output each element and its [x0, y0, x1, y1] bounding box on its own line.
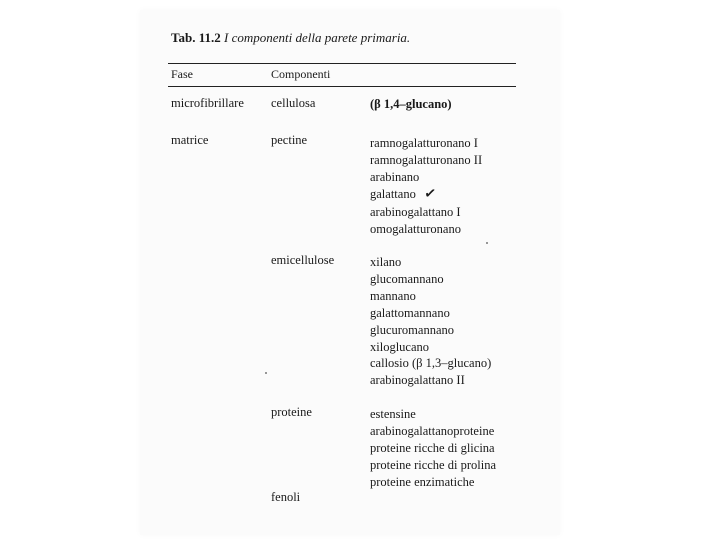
list-item-text: galattano [370, 186, 416, 201]
phase-microfibrillare: microfibrillare [171, 96, 244, 110]
table-number: Tab. 11.2 [171, 30, 221, 45]
table-caption [171, 30, 410, 46]
list-item: ramnogalatturonano II [370, 152, 483, 167]
list-item: proteine ricche di glicina [370, 440, 495, 455]
list-item: (β 1,4–glucano) [370, 97, 452, 111]
list-item: ramnogalatturonano I [370, 136, 478, 150]
component-pectine: pectine [271, 133, 308, 147]
list-item: galattomannano [370, 305, 450, 320]
list-item: xilano [370, 255, 402, 269]
table-title: I componenti della parete primaria. [224, 30, 411, 45]
component-proteine: proteine [271, 405, 312, 419]
header-fase: Fase [171, 67, 193, 81]
phase-matrice: matrice [171, 133, 209, 147]
list-item: glucomannano [370, 271, 444, 286]
checkmark-icon: ✓ [422, 185, 437, 203]
component-cellulosa: cellulosa [271, 96, 316, 110]
list-item: callosio (β 1,3–glucano) [370, 356, 492, 371]
list-pectine [370, 135, 482, 237]
list-item: proteine enzimatiche [370, 474, 475, 489]
scan-speck [486, 242, 488, 244]
list-item: arabinogalattano I [370, 204, 461, 219]
table-header-rule [168, 86, 516, 87]
scan-speck [265, 372, 267, 374]
list-item: arabinano [370, 169, 420, 184]
list-item: mannano [370, 288, 416, 303]
list-item: glucuromannano [370, 322, 455, 337]
list-item: arabinogalattanoproteine [370, 423, 495, 438]
list-proteine [370, 406, 496, 491]
component-emicellulose: emicellulose [271, 253, 335, 267]
header-componenti: Componenti [271, 67, 331, 81]
list-item: proteine ricche di prolina [370, 457, 496, 472]
list-item-galattano [370, 186, 482, 204]
scanned-page [140, 10, 560, 535]
list-item: arabinogalattano II [370, 373, 465, 388]
list-item: estensine [370, 407, 416, 421]
component-fenoli: fenoli [271, 490, 301, 504]
list-item: xiloglucano [370, 339, 430, 354]
list-cellulosa [370, 96, 452, 113]
list-emicellulose [370, 254, 491, 389]
table-top-rule [168, 63, 516, 64]
list-item: omogalatturonano [370, 221, 461, 236]
